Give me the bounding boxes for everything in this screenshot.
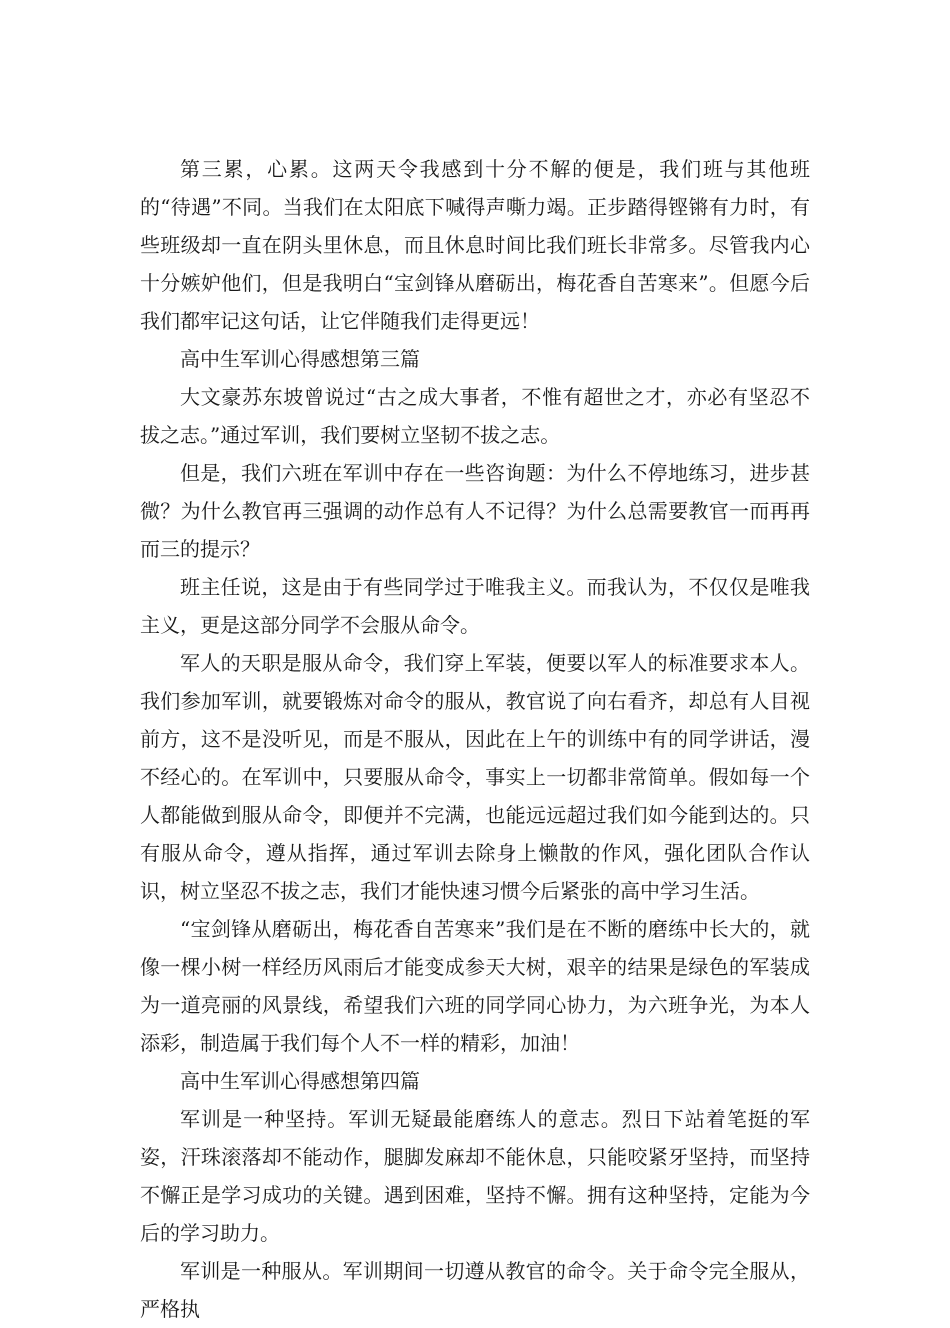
document-body (140, 150, 810, 1328)
paragraph-5: 军人的天职是服从命令，我们穿上军装，便要以军人的标准要求本人。我们参加军训，就要锻炼对命令的服从，教官说了向右看齐，却总有人目视前方，这不是没听见，而是不服从，因此在上午的训练中有的同学讲话，漫不经心的。在军训中，只要服从命令，事实上一切都非常简单。假如每一个人都能做到服从命令，即便并不完满，也能远远超过我们如今能到达的。只有服从命令，遵从指挥，通过军训去除身上懒散的作风，强化团队合作认识，树立坚忍不拔之志，我们才能快速习惯今后紧张的高中学习生活。 (140, 651, 810, 903)
section-heading-4: 高中生军训心得感想第四篇 (180, 1069, 420, 1093)
paragraph-1: 第三累，心累。这两天令我感到十分不解的便是，我们班与其他班的“待遇”不同。当我们在太阳底下喊得声嘶力竭。正步踏得铿锵有力时，有些班级却一直在阴头里休息，而且休息时间比我们班长非常多。尽管我内心十分嫉妒他们，但是我明白“宝剑锋从磨砺出，梅花香自苦寒来”。但愿今后我们都牢记这句话，让它伴随我们走得更远！ (140, 157, 810, 333)
section-heading-3: 高中生军训心得感想第三篇 (180, 347, 420, 371)
paragraph-2: 大文豪苏东坡曾说过“古之成大事者，不惟有超世之才，亦必有坚忍不拔之志。”通过军训，我们要树立坚韧不拔之志。 (140, 385, 810, 447)
paragraph-6: “宝剑锋从磨砺出，梅花香自苦寒来”我们是在不断的磨练中长大的，就像一棵小树一样经历风雨后才能变成参天大树，艰辛的结果是绿色的军装成为一道亮丽的风景线，希望我们六班的同学同心协力，为六班争光，为本人添彩，制造属于我们每个人不一样的精彩，加油！ (140, 917, 810, 1055)
paragraph-8: 军训是一种服从。军训期间一切遵从教官的命令。关于命令完全服从，严格执 (140, 1259, 810, 1321)
paragraph-4: 班主任说，这是由于有些同学过于唯我主义。而我认为，不仅仅是唯我主义，更是这部分同学不会服从命令。 (140, 575, 810, 637)
paragraph-3: 但是，我们六班在军训中存在一些咨询题：为什么不停地练习，进步甚微？为什么教官再三强调的动作总有人不记得？为什么总需要教官一而再再而三的提示？ (140, 461, 810, 561)
paragraph-7: 军训是一种坚持。军训无疑最能磨练人的意志。烈日下站着笔挺的军姿，汗珠滚落却不能动作，腿脚发麻却不能休息，只能咬紧牙坚持，而坚持不懈正是学习成功的关键。遇到困难，坚持不懈。拥有这种坚持，定能为今后的学习助力。 (140, 1107, 810, 1245)
